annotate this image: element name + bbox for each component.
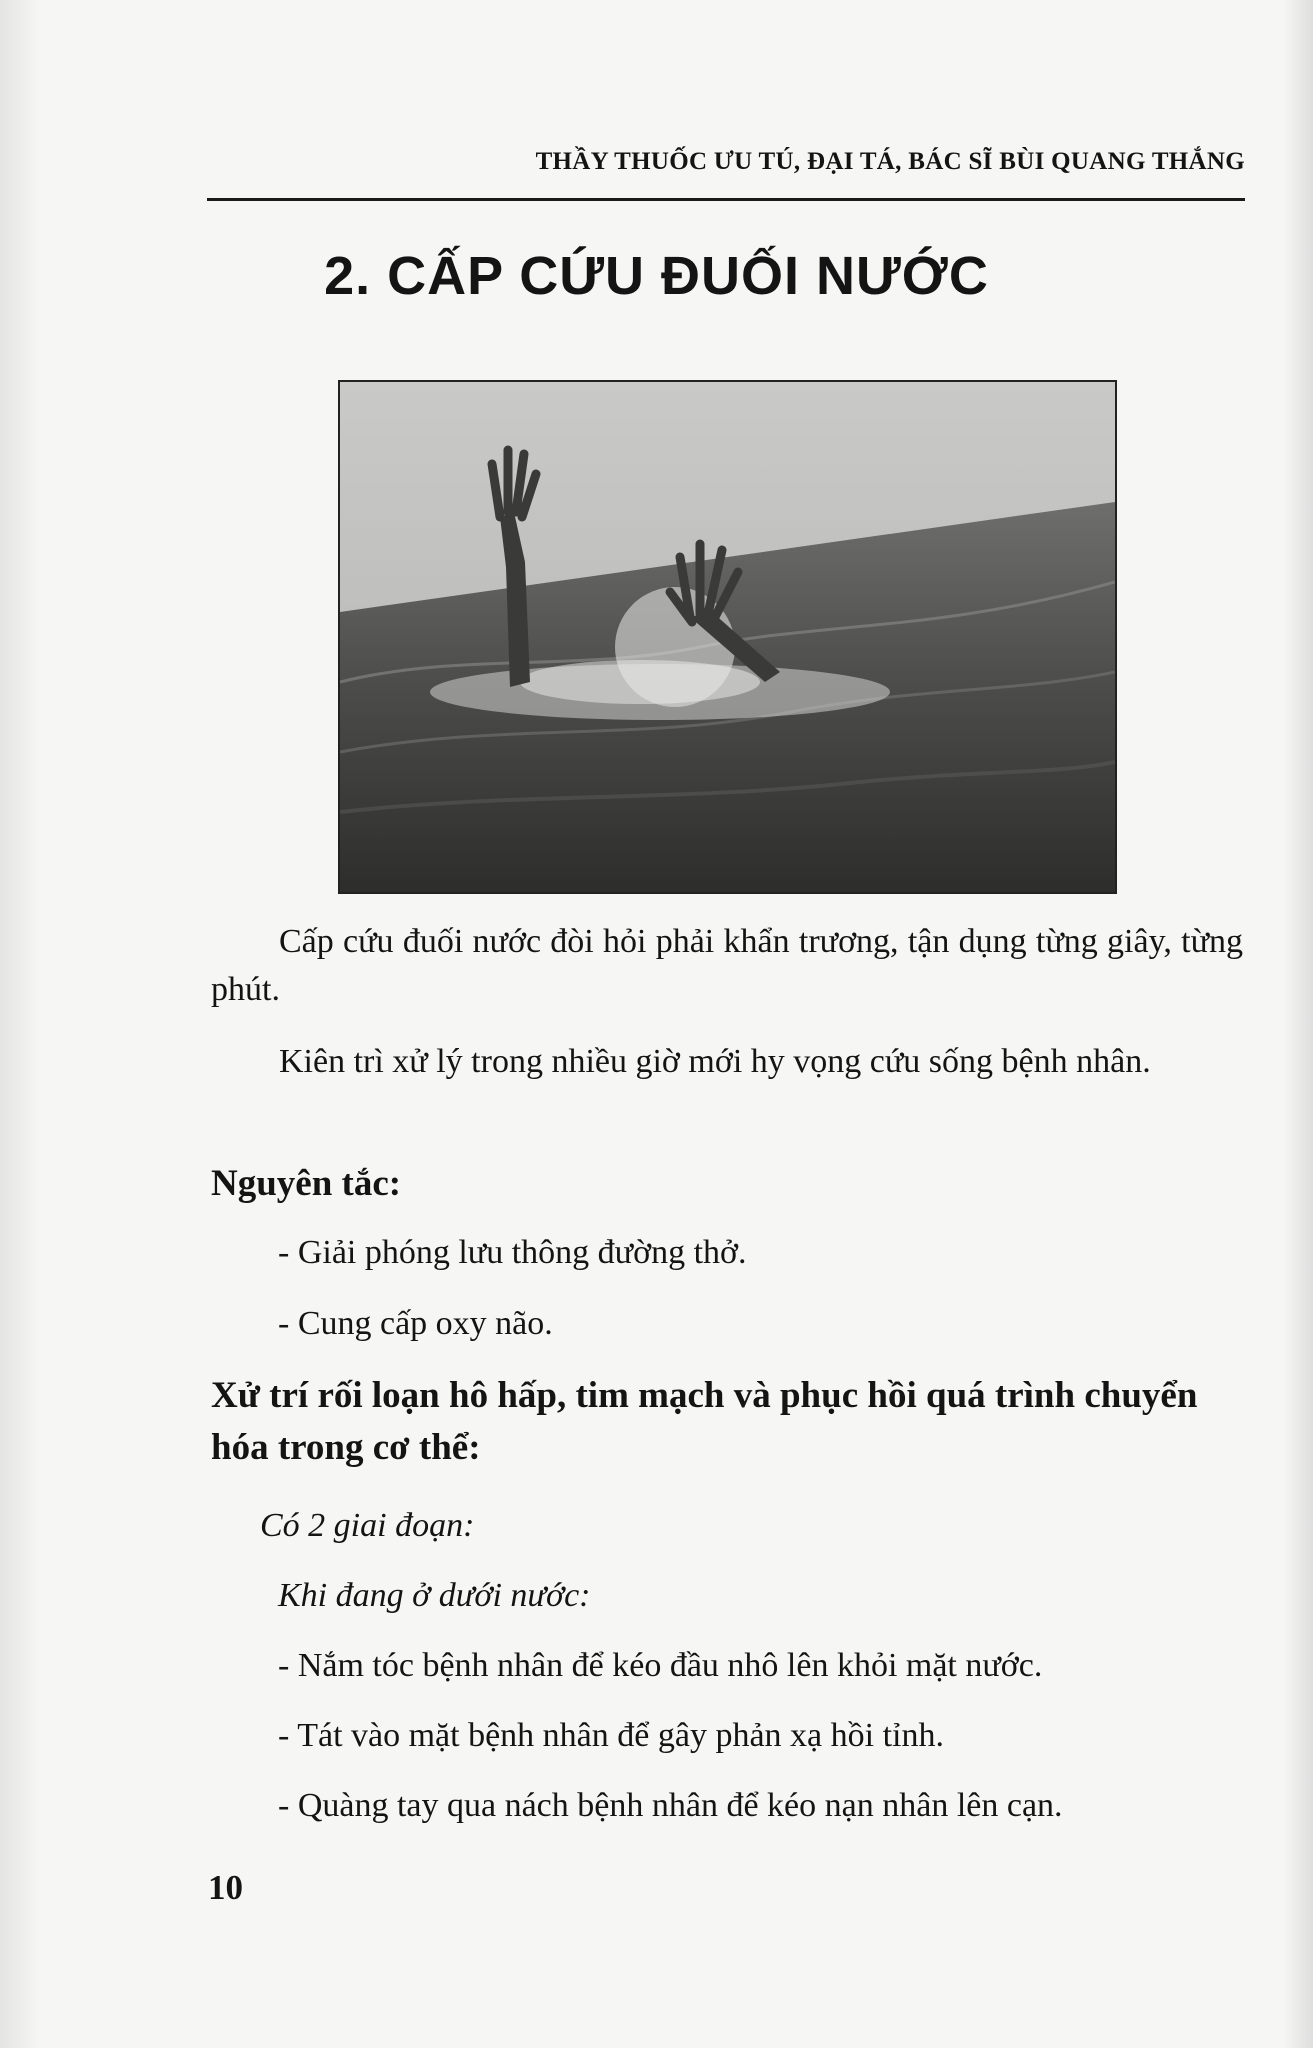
underwater-step: - Nắm tóc bệnh nhân để kéo đầu nhô lên khỏi mặt nước. bbox=[278, 1647, 1043, 1684]
intro-paragraph-1: Cấp cứu đuối nước đòi hỏi phải khẩn trương, tận dụng từng giây, từng phút. bbox=[211, 923, 1243, 1008]
stages-label: Có 2 giai đoạn: bbox=[260, 1507, 475, 1544]
page-edge-shadow-left bbox=[0, 0, 40, 2048]
running-header bbox=[207, 146, 1245, 201]
principle-item: - Giải phóng lưu thông đường thở. bbox=[278, 1234, 747, 1271]
intro-paragraph-2: Kiên trì xử lý trong nhiều giờ mới hy vọng cứu sống bệnh nhân. bbox=[279, 1043, 1151, 1080]
underwater-step: - Tát vào mặt bệnh nhân để gây phản xạ hồi tỉnh. bbox=[278, 1717, 944, 1754]
drowning-hands-photo bbox=[338, 380, 1117, 894]
underwater-step: - Quàng tay qua nách bệnh nhân để kéo nạn nhân lên cạn. bbox=[278, 1787, 1063, 1824]
running-title: THẦY THUỐC ƯU TÚ, ĐẠI TÁ, BÁC SĨ BÙI QUANG THẮNG bbox=[535, 148, 1245, 175]
page-number: 10 bbox=[208, 1868, 243, 1907]
underwater-label: Khi đang ở dưới nước: bbox=[278, 1577, 591, 1614]
treatment-heading: Xử trí rối loạn hô hấp, tim mạch và phục hồi quá trình chuyển hóa trong cơ thể: bbox=[211, 1375, 1198, 1468]
principle-item: - Cung cấp oxy não. bbox=[278, 1305, 553, 1342]
page-edge-shadow-right bbox=[1283, 0, 1313, 2048]
section-title: 2. CẤP CỨU ĐUỐI NƯỚC bbox=[324, 246, 989, 306]
principles-heading: Nguyên tắc: bbox=[211, 1163, 402, 1204]
